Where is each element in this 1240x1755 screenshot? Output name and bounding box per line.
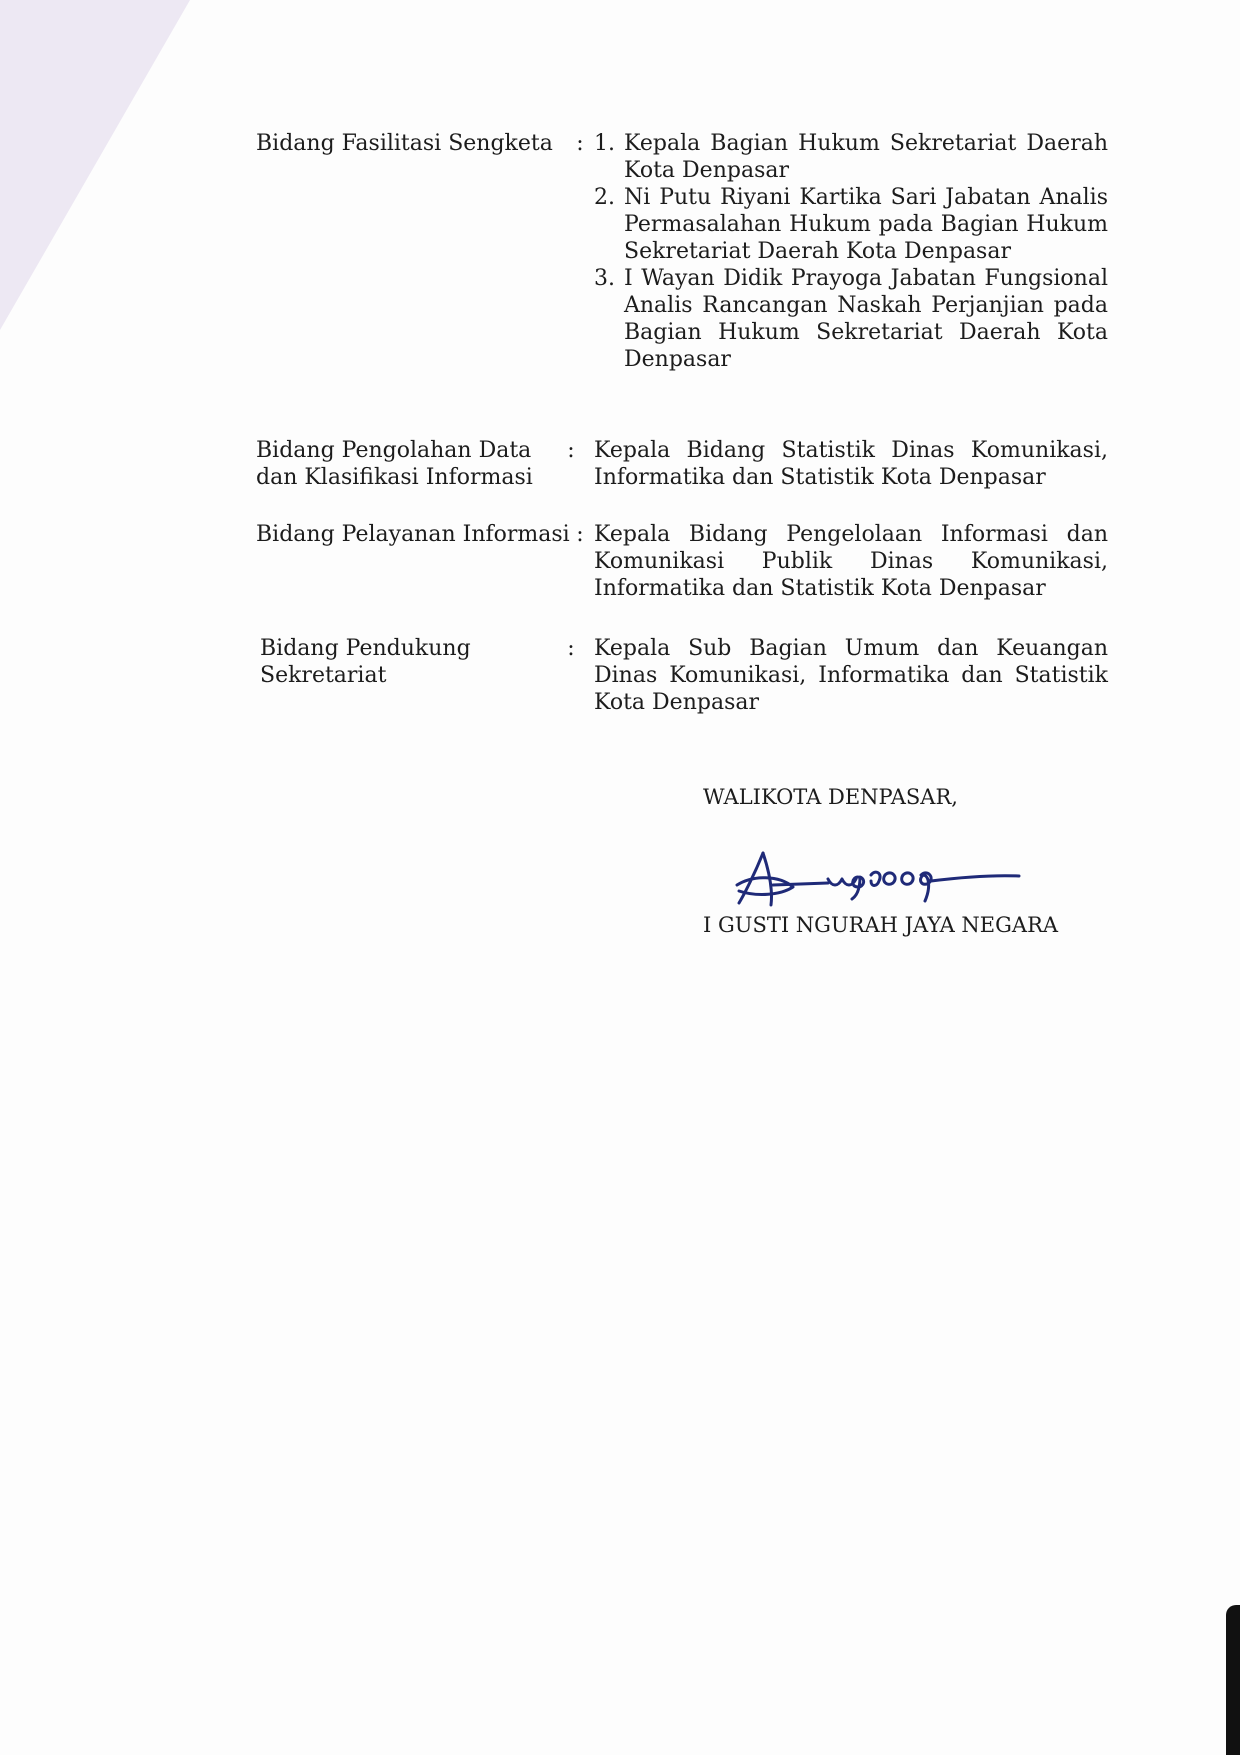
- list-item-number: 3.: [594, 266, 615, 291]
- section-value: Kepala Bidang Statistik Dinas Komunikasi, Informatika dan Statistik Kota Denpasar: [594, 438, 1108, 490]
- list-item-text: Kepala Bagian Hukum Sekretariat Daerah Kota Denpasar: [624, 131, 1108, 183]
- handwritten-signature-icon: [733, 845, 1023, 915]
- section-colon: :: [567, 438, 575, 463]
- section-label: Bidang Pelayanan Informasi: [256, 522, 570, 547]
- scan-shadow: [0, 0, 190, 330]
- member-list: [594, 130, 1108, 373]
- list-item-number: 2.: [594, 185, 615, 210]
- section-colon: :: [567, 636, 575, 661]
- section-colon: :: [576, 522, 584, 547]
- list-item: [594, 265, 1108, 373]
- list-item-text: Ni Putu Riyani Kartika Sari Jabatan Analis Permasalahan Hukum pada Bagian Hukum Sekretariat Daerah Kota Denpasar: [624, 185, 1108, 264]
- list-item-number: 1.: [594, 131, 615, 156]
- section-label: Bidang Pendukung Sekretariat: [260, 636, 471, 688]
- section-value: Kepala Sub Bagian Umum dan Keuangan Dinas Komunikasi, Informatika dan Statistik Kota Denpasar: [594, 636, 1108, 715]
- scan-edge-mark: [1226, 1605, 1240, 1755]
- section-label: Bidang Fasilitasi Sengketa: [256, 131, 553, 156]
- list-item: [594, 184, 1108, 265]
- section-colon: :: [576, 131, 584, 156]
- signatory-name: I GUSTI NGURAH JAYA NEGARA: [703, 913, 1059, 937]
- list-item-text: I Wayan Didik Prayoga Jabatan Fungsional Analis Rancangan Naskah Perjanjian pada Bagian Hukum Sekretariat Daerah Kota Denpasar: [624, 266, 1108, 372]
- signatory-title: WALIKOTA DENPASAR,: [703, 785, 958, 809]
- section-value: Kepala Bidang Pengelolaan Informasi dan Komunikasi Publik Dinas Komunikasi, Informatika dan Statistik Kota Denpasar: [594, 522, 1108, 601]
- list-item: [594, 130, 1108, 184]
- section-label: Bidang Pengolahan Data dan Klasifikasi Informasi: [256, 438, 533, 490]
